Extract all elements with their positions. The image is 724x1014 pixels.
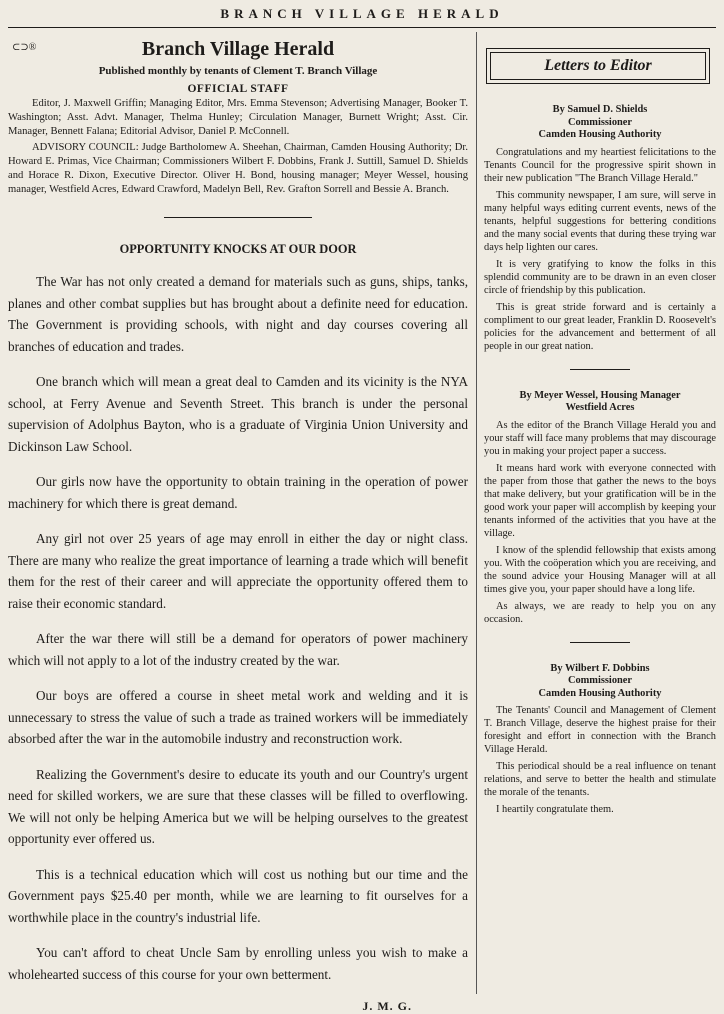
article-paragraph: Any girl not over 25 years of age may enroll in either the day or night class. There are many who realize the great importance of learning a trade which will benefit them for the rest of their career and will appreciate the opportunity offered them to raise their economic standard.: [8, 531, 468, 611]
byline-line: Westfield Acres: [565, 402, 635, 413]
letter-paragraph: The Tenants' Council and Management of Clement T. Branch Village, deserve the highest praise for their foresight and effort in connection with the Branch Village Herald.: [484, 705, 716, 755]
letters-list: [484, 104, 716, 816]
letter-byline: [484, 663, 716, 701]
letter-paragraph: This periodical should be a real influence on tenant relations, and serve to better the health and stimulate the morale of the tenants.: [484, 761, 716, 798]
article-headline: OPPORTUNITY KNOCKS AT OUR DOOR: [119, 242, 357, 256]
masthead-subtitle: Published monthly by tenants of Clement T. Branch Village: [98, 65, 378, 77]
letter-byline: [484, 104, 716, 142]
letter-paragraph: Congratulations and my heartiest felicitations to the Tenants Council for the progressive spirit shown in their new publication "The Branch Village Herald.": [484, 146, 716, 184]
article-paragraph: You can't afford to cheat Uncle Sam by enrolling unless you wish to make a wholehearted success of this course for your own betterment.: [8, 945, 468, 982]
byline-line: Camden Housing Authority: [538, 687, 662, 699]
letter-paragraph: This community newspaper, I am sure, will serve in many helpful ways editing current events, news of the tenants, helpful suggestions for bettering conditions and the many social events that during these trying war days help lighten our cares.: [484, 189, 716, 253]
letters-title: Letters to Editor: [490, 52, 706, 80]
article-paragraph: Our girls now have the opportunity to obtain training in the operation of power machinery for which there is great demand.: [8, 474, 468, 511]
article-paragraph: The War has not only created a demand for materials such as guns, ships, tanks, planes and other combat supplies but has brought about a definite need for education. The Government is providing schools, with night and day courses covering all branches of education and trades.: [8, 274, 468, 354]
letters-title-box: [486, 48, 710, 84]
letter-paragraph: It means hard work with everyone connected with the paper from those that gather the news to the boys that make delivery, but your gratification will be in the good work your paper will accomplish by keeping your tenants informed of the activities that you have at the village.: [484, 462, 716, 539]
staff-list: Editor, J. Maxwell Griffin; Managing Editor, Mrs. Emma Stevenson; Advertising Manager, Booker T. Washington; Asst. Advt. Manager, Thelma Hunley; Circulation Manager, Burnett Wright; Asst. Cir. Manager, Bennett Falana; Editorial Advisor, Daniel P. McConnell.: [8, 98, 468, 137]
letter-paragraph: It is very gratifying to know the folks in this splendid community are to be drawn in an even closer circle of friendship by this publication.: [484, 258, 716, 296]
article-paragraph: This is a technical education which will cost us nothing but our time and the Government pays $25.40 per month, while we are learning to fit ourselves for a worthwhile place in the country's industrial life.: [8, 866, 468, 925]
letter-paragraph: I know of the splendid fellowship that exists among you. With the coöperation which you are receiving, and the sound advice your Housing Manager will at all times give you, your paper should have a long life.: [484, 544, 716, 595]
byline-line: Camden Housing Authority: [538, 129, 662, 140]
running-head: BRANCH VILLAGE HERALD: [220, 6, 504, 21]
staff-heading: OFFICIAL STAFF: [187, 83, 289, 95]
letter-paragraph: As the editor of the Branch Village Herald you and your staff will face many problems that may discourage you in making your project paper a success.: [484, 419, 716, 457]
letter-divider: [570, 642, 630, 643]
letter-paragraph: I heartily congratulate them.: [496, 804, 614, 815]
byline-line: By Meyer Wessel, Housing Manager: [519, 389, 681, 401]
letter-paragraph: As always, we are ready to help you on any occasion.: [484, 600, 716, 625]
advisory-council: ADVISORY COUNCIL: Judge Bartholomew A. Sheehan, Chairman, Camden Housing Authority; Dr. Howard E. Primas, Vice Chairman; Commissioners Wilbert F. Dobbins, Frank J. Suttill, Samuel D. Shields and Horace R. Dixon, Executive Director. Oliver H. Bond, housing manager; Meyer Wessel, housing manager, Westfield Acres, Edward Crawford, Madelyn Bell, Rev. Grafton Sorrell and Bessie A. Branch.: [8, 142, 468, 195]
article-signature: J. M. G.: [362, 999, 412, 1013]
byline-line: By Wilbert F. Dobbins: [550, 662, 650, 674]
letter-byline: [484, 390, 716, 415]
masthead-title: Branch Village Herald: [141, 38, 335, 60]
article-paragraph: Our boys are offered a course in sheet metal work and welding and it is unnecessary to stress the value of such a trade as trained workers will be immediately absorbed after the war in the automobile industry and reconstruction work.: [8, 688, 468, 746]
section-rule: [164, 217, 312, 218]
byline-line: By Samuel D. Shields: [552, 104, 648, 115]
byline-line: Commissioner: [567, 675, 633, 686]
right-column: [484, 36, 716, 816]
header-rule: [8, 27, 716, 28]
column-divider: [476, 32, 477, 994]
letter-paragraph: This is great stride forward and is certainly a compliment to our great leader, Franklin D. Roosevelt's policies for the advancement and betterment of all people in our great nation.: [484, 301, 716, 352]
article-paragraph: After the war there will still be a demand for operators of power machinery which will not apply to a lot of the industry created by the war.: [8, 631, 468, 668]
byline-line: Commissioner: [567, 116, 633, 128]
masthead-logo: ⊂⊃®: [12, 42, 37, 53]
article-paragraph: Realizing the Government's desire to educate its youth and our Country's urgent need for skilled workers, we are sure that these classes will be filled to overflowing. We will not only be helping America but we will be helping ourselves to the greatest opportunity ever offered us.: [8, 766, 468, 846]
article-paragraph: One branch which will mean a great deal to Camden and its vicinity is the NYA school, at Ferry Avenue and Seventh Street. This branch is under the personal supervision of Adolphus Bayton, who is a graduate of Virginia Union University and Dickinson Law School.: [8, 374, 468, 454]
left-column: [8, 36, 468, 1014]
article-body: [8, 271, 468, 985]
letter-divider: [570, 369, 630, 370]
